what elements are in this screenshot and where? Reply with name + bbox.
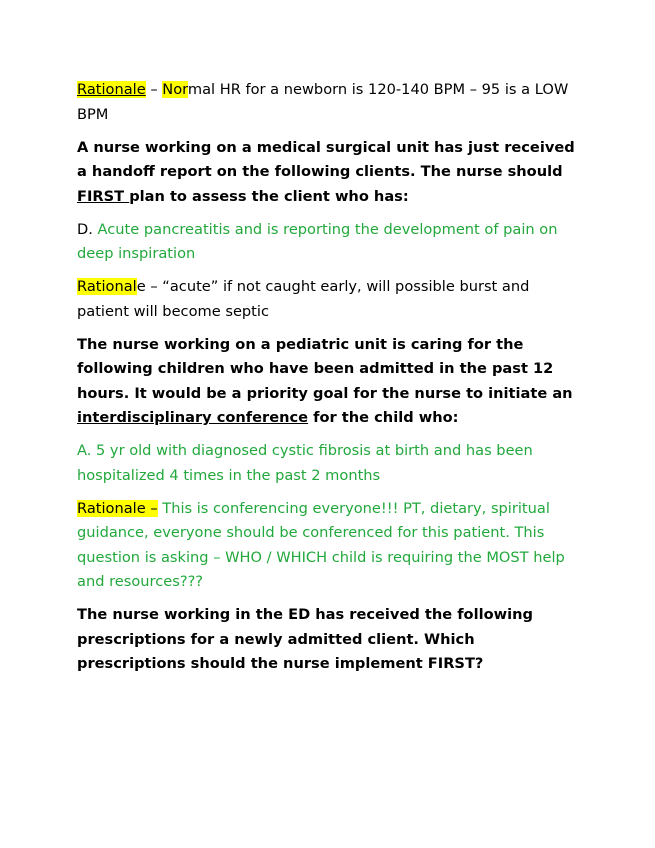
question-text: A nurse working on a medical surgical unit has just received a handoff report on the following clients. The nurse should <box>77 138 575 180</box>
answer-pancreatitis <box>77 218 582 267</box>
question-text: The nurse working on a pediatric unit is caring for the following children who have been admitted in the past 12 hours. It would be a priority goal for the nurse to initiate an <box>77 335 573 402</box>
rationale-text: e – “acute” if not caught early, will possible burst and patient will become septic <box>77 278 530 320</box>
rationale-conferencing <box>77 497 582 595</box>
answer-text: Acute pancreatitis and is reporting the development of pain on deep inspiration <box>77 220 558 262</box>
rationale-highlight: Nor <box>162 81 188 98</box>
rationale-dash: – <box>145 81 163 98</box>
question-pediatric <box>77 333 582 431</box>
rationale-text: This is conferencing everyone!!! PT, dietary, spiritual guidance, everyone should be conferenced for this patient. This question is asking – WHO / WHICH child is requiring the MOST help and resources??? <box>77 499 565 590</box>
question-underlined: FIRST <box>77 187 130 205</box>
rationale-highlight-end: l <box>132 278 137 295</box>
question-ed-prescriptions <box>77 603 582 677</box>
answer-cystic-fibrosis <box>77 439 582 488</box>
question-medical-surgical <box>77 136 582 210</box>
answer-text: A. 5 yr old with diagnosed cystic fibrosis at birth and has been hospitalized 4 times in the past 2 months <box>77 442 533 484</box>
question-text-end: for the child who: <box>308 409 459 426</box>
rationale-heart-rate <box>77 78 582 127</box>
question-underlined: interdisciplinary conference <box>77 409 309 426</box>
rationale-text: mal HR for a newborn is 120-140 BPM – 95 is a LOW BPM <box>77 81 569 123</box>
document-body <box>77 78 582 685</box>
rationale-highlight: Rationa <box>77 278 133 295</box>
rationale-label: Rationale – <box>77 499 158 517</box>
question-text-end: plan to assess the client who has: <box>129 187 409 205</box>
question-text: The nurse working in the ED has received the following prescriptions for a newly admitted client. Which prescriptions should the nurse implement FIRST? <box>77 606 533 672</box>
rationale-acute <box>77 275 582 324</box>
rationale-label: Rationale <box>77 81 146 98</box>
answer-letter: D. <box>77 220 93 238</box>
